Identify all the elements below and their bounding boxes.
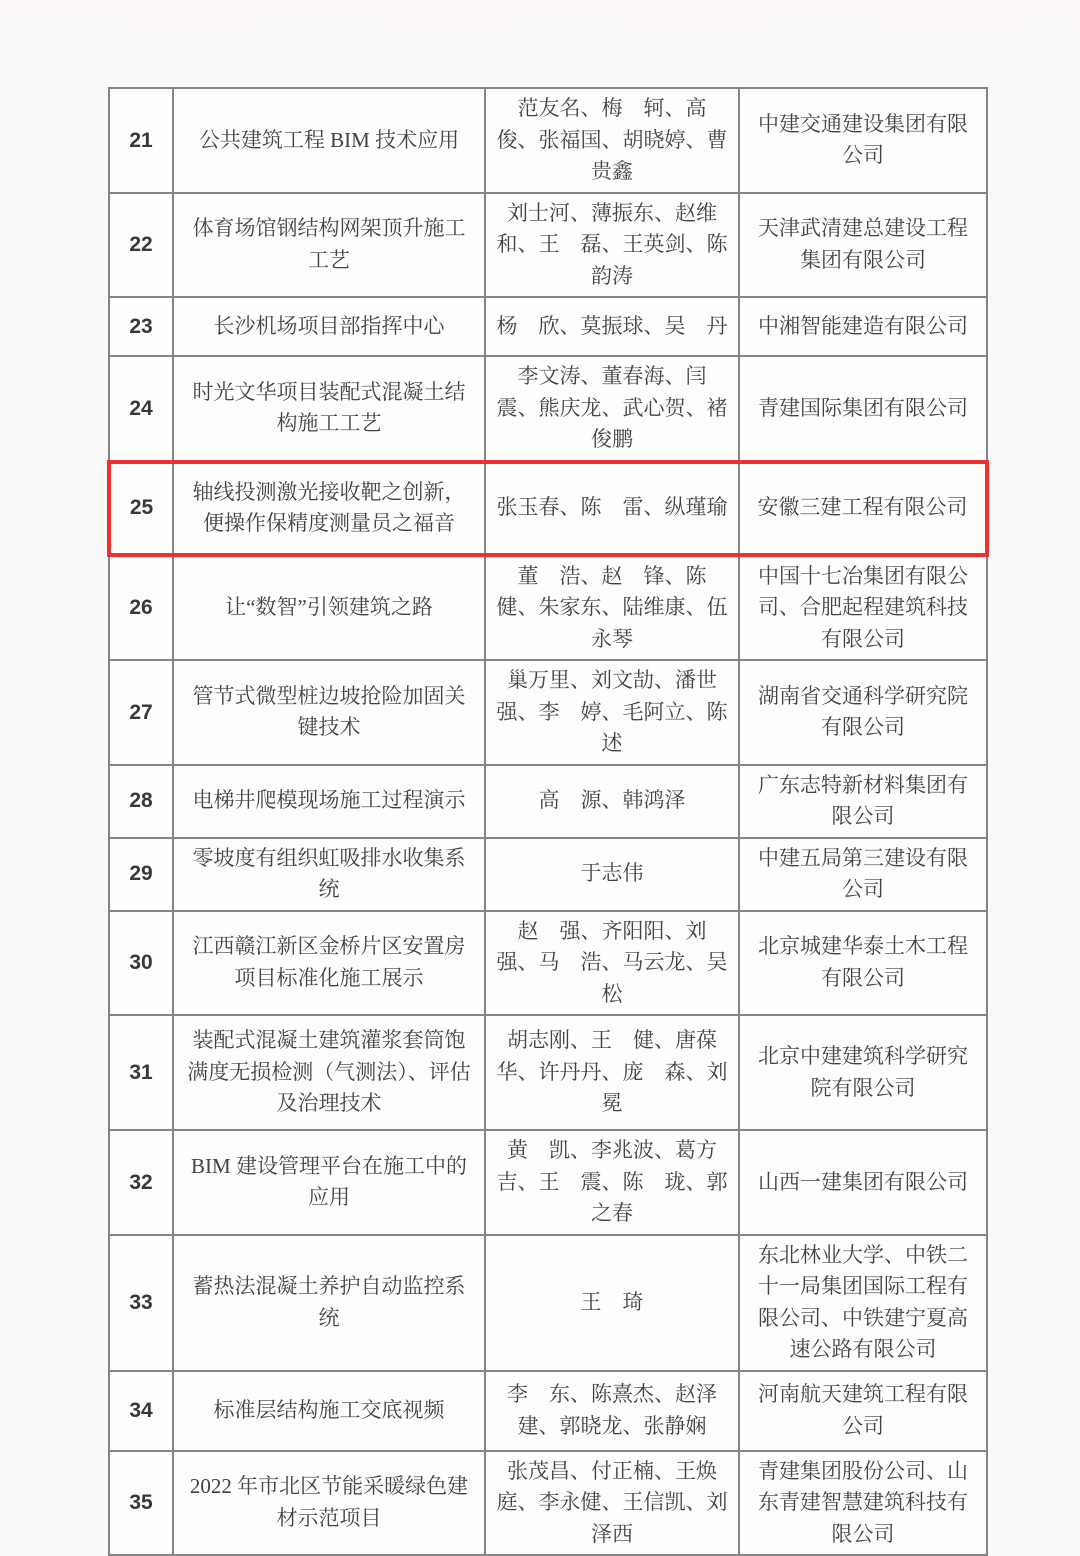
- project-name-cell: 管节式微型桩边坡抢险加固关键技术: [173, 660, 485, 765]
- table-row: [109, 297, 987, 356]
- team-members-cell: 王 琦: [485, 1235, 739, 1371]
- company-cell: 中建五局第三建设有限公司: [739, 838, 987, 911]
- table-row: [109, 1015, 987, 1130]
- row-number-cell: 24: [109, 356, 173, 462]
- company-cell: 青建国际集团有限公司: [739, 356, 987, 462]
- table-row: [109, 765, 987, 838]
- company-cell: 中湘智能建造有限公司: [739, 297, 987, 356]
- project-name-cell: 2022 年市北区节能采暖绿色建材示范项目: [173, 1451, 485, 1556]
- row-number-cell: 31: [109, 1015, 173, 1130]
- project-name-cell: 电梯井爬模现场施工过程演示: [173, 765, 485, 838]
- project-name-cell: 轴线投测激光接收靶之创新，便操作保精度测量员之福音: [173, 462, 485, 555]
- project-name-cell: 时光文华项目装配式混凝土结构施工工艺: [173, 356, 485, 462]
- team-members-cell: 李 东、陈熹杰、赵泽建、郭晓龙、张静娴: [485, 1371, 739, 1451]
- table-row: [109, 1235, 987, 1371]
- row-number-cell: 28: [109, 765, 173, 838]
- award-table: [107, 87, 989, 1556]
- company-cell: 河南航天建筑工程有限公司: [739, 1371, 987, 1451]
- team-members-cell: 张茂昌、付正楠、王焕庭、李永健、王信凯、刘泽西: [485, 1451, 739, 1556]
- row-number-cell: 29: [109, 838, 173, 911]
- row-number-cell: 30: [109, 911, 173, 1016]
- company-cell: 天津武清建总建设工程集团有限公司: [739, 193, 987, 298]
- row-number-cell: 27: [109, 660, 173, 765]
- row-number-cell: 21: [109, 88, 173, 193]
- row-number-cell: 22: [109, 193, 173, 298]
- table-row: [109, 838, 987, 911]
- table-row: [109, 660, 987, 765]
- team-members-cell: 董 浩、赵 锋、陈 健、朱家东、陆维康、伍永琴: [485, 555, 739, 661]
- team-members-cell: 李文涛、董春海、闫 震、熊庆龙、武心贺、褚俊鹏: [485, 356, 739, 462]
- table-row: [109, 88, 987, 193]
- project-name-cell: 让“数智”引领建筑之路: [173, 555, 485, 661]
- team-members-cell: 于志伟: [485, 838, 739, 911]
- team-members-cell: 高 源、韩鸿泽: [485, 765, 739, 838]
- table-row: [109, 1451, 987, 1556]
- project-name-cell: 蓄热法混凝土养护自动监控系统: [173, 1235, 485, 1371]
- row-number-cell: 32: [109, 1130, 173, 1235]
- table-row: [109, 193, 987, 298]
- company-cell: 北京中建建筑科学研究院有限公司: [739, 1015, 987, 1130]
- company-cell: 中建交通建设集团有限公司: [739, 88, 987, 193]
- table-row: [109, 1371, 987, 1451]
- company-cell: 青建集团股份公司、山东青建智慧建筑科技有限公司: [739, 1451, 987, 1556]
- project-name-cell: 长沙机场项目部指挥中心: [173, 297, 485, 356]
- team-members-cell: 杨 欣、莫振球、吴 丹: [485, 297, 739, 356]
- row-number-cell: 33: [109, 1235, 173, 1371]
- company-cell: 山西一建集团有限公司: [739, 1130, 987, 1235]
- company-cell: 东北林业大学、中铁二十一局集团国际工程有限公司、中铁建宁夏高速公路有限公司: [739, 1235, 987, 1371]
- project-name-cell: 装配式混凝土建筑灌浆套筒饱满度无损检测（气测法）、评估及治理技术: [173, 1015, 485, 1130]
- row-number-cell: 25: [109, 462, 173, 555]
- row-number-cell: 35: [109, 1451, 173, 1556]
- company-cell: 北京城建华泰土木工程有限公司: [739, 911, 987, 1016]
- project-name-cell: 江西赣江新区金桥片区安置房项目标准化施工展示: [173, 911, 485, 1016]
- award-table-body: [109, 88, 987, 1555]
- project-name-cell: 公共建筑工程 BIM 技术应用: [173, 88, 485, 193]
- company-cell: 湖南省交通科学研究院有限公司: [739, 660, 987, 765]
- company-cell: 安徽三建工程有限公司: [739, 462, 987, 555]
- row-number-cell: 23: [109, 297, 173, 356]
- team-members-cell: 范友名、梅 轲、高 俊、张福国、胡晓婷、曹贵鑫: [485, 88, 739, 193]
- table-row: [109, 911, 987, 1016]
- project-name-cell: BIM 建设管理平台在施工中的应用: [173, 1130, 485, 1235]
- team-members-cell: 巢万里、刘文劼、潘世强、李 婷、毛阿立、陈 述: [485, 660, 739, 765]
- team-members-cell: 刘士河、薄振东、赵维和、王 磊、王英剑、陈韵涛: [485, 193, 739, 298]
- team-members-cell: 黄 凯、李兆波、葛方吉、王 震、陈 珑、郭之春: [485, 1130, 739, 1235]
- table-row: [109, 555, 987, 661]
- row-number-cell: 34: [109, 1371, 173, 1451]
- row-number-cell: 26: [109, 555, 173, 661]
- team-members-cell: 胡志刚、王 健、唐葆华、许丹丹、庞 森、刘 冕: [485, 1015, 739, 1130]
- company-cell: 中国十七冶集团有限公司、合肥起程建筑科技有限公司: [739, 555, 987, 661]
- project-name-cell: 标准层结构施工交底视频: [173, 1371, 485, 1451]
- project-name-cell: 体育场馆钢结构网架顶升施工工艺: [173, 193, 485, 298]
- highlighted-table-row: [109, 462, 987, 555]
- company-cell: 广东志特新材料集团有限公司: [739, 765, 987, 838]
- team-members-cell: 赵 强、齐阳阳、刘 强、马 浩、马云龙、吴 松: [485, 911, 739, 1016]
- project-name-cell: 零坡度有组织虹吸排水收集系统: [173, 838, 485, 911]
- team-members-cell: 张玉春、陈 雷、纵瑾瑜: [485, 462, 739, 555]
- table-row: [109, 1130, 987, 1235]
- table-row: [109, 356, 987, 462]
